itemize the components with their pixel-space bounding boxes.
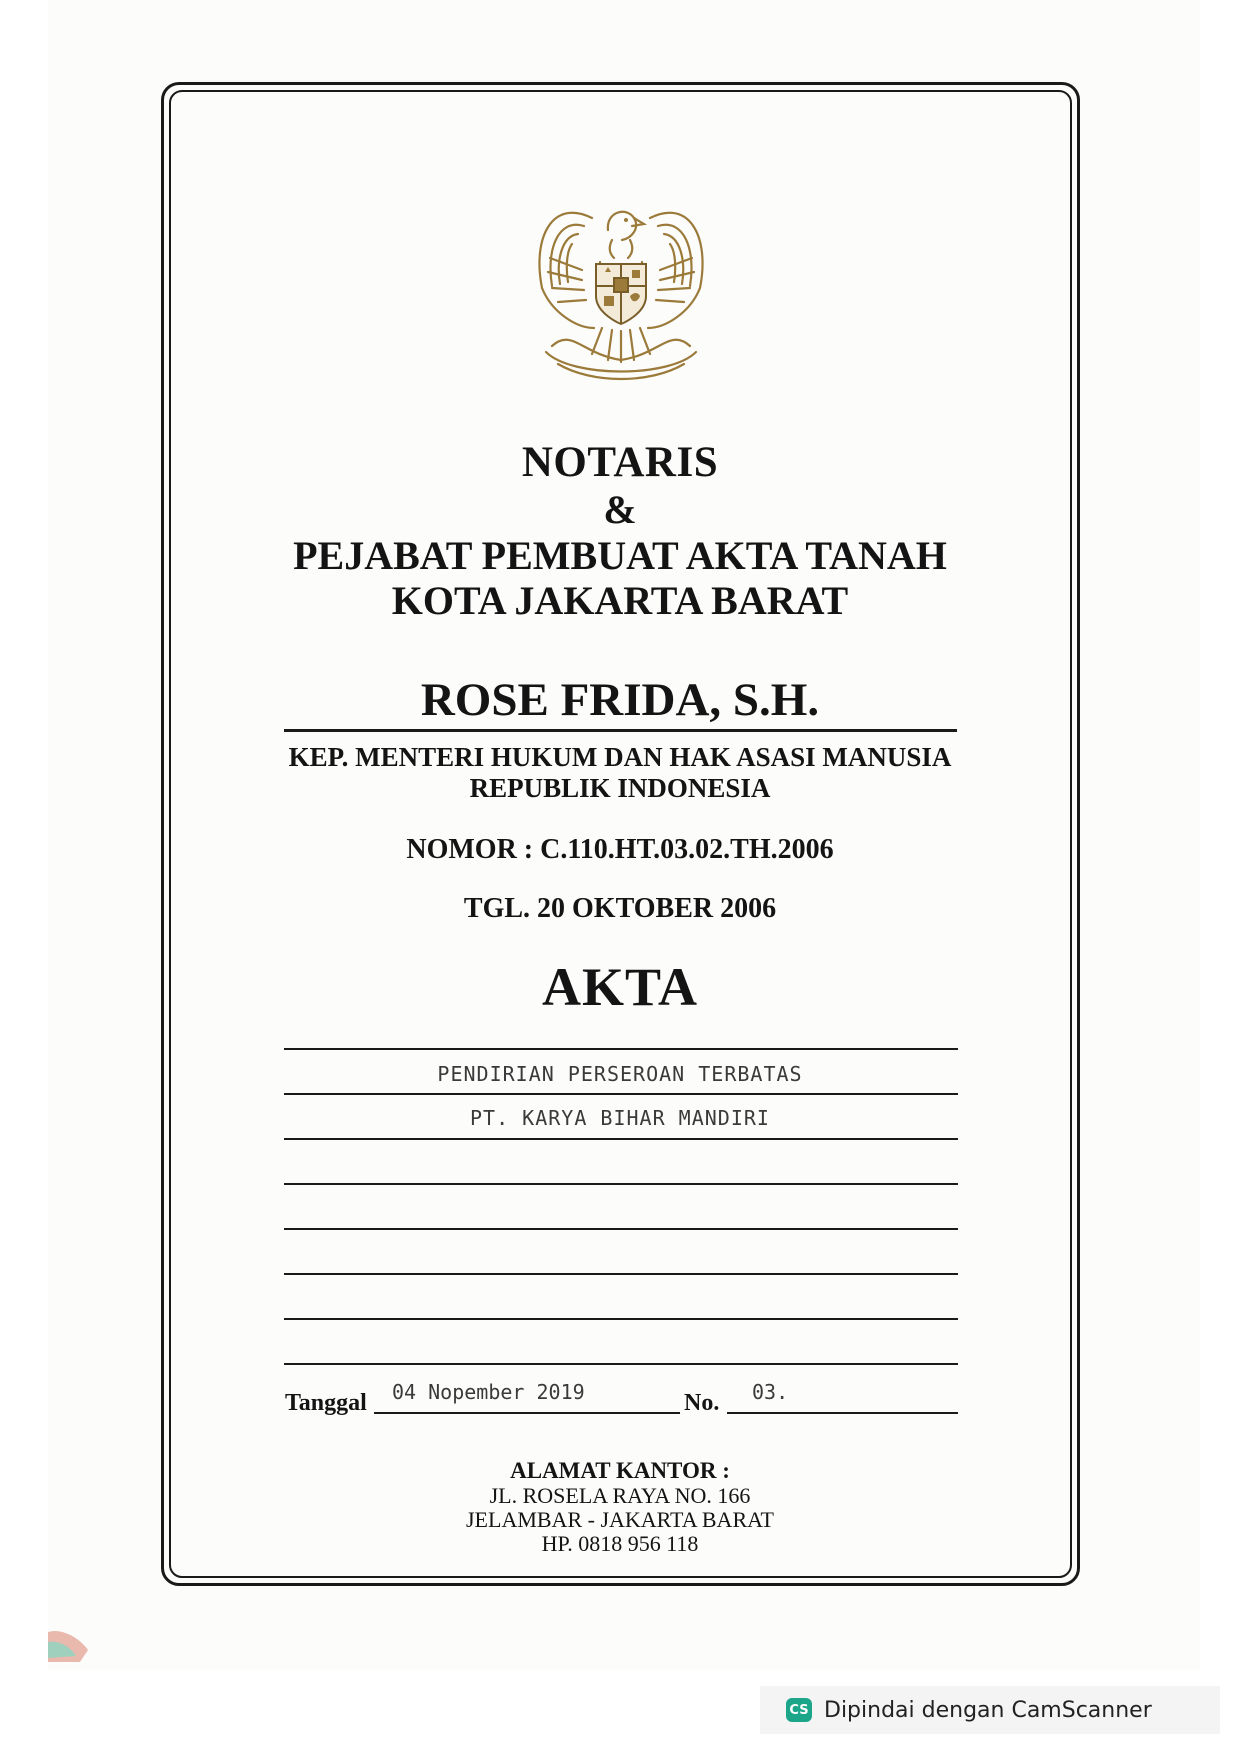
deed-ruled-line	[284, 1048, 958, 1050]
office-address-heading: ALAMAT KANTOR :	[510, 1458, 730, 1483]
notary-name: ROSE FRIDA, S.H.	[420, 674, 820, 726]
office-title-line1: PEJABAT PEMBUAT AKTA TANAH	[293, 533, 947, 578]
title-notaris: NOTARIS	[521, 439, 719, 486]
camscanner-text: Dipindai dengan CamScanner	[824, 1697, 1152, 1723]
deed-ruled-line	[284, 1093, 958, 1095]
camscanner-watermark	[760, 1686, 1220, 1734]
deed-number-label: No.	[684, 1390, 720, 1416]
deed-date-label: Tanggal	[285, 1390, 367, 1416]
torn-corner-mark	[48, 1628, 92, 1662]
deed-typed-line1: PENDIRIAN PERSEROAN TERBATAS	[437, 1062, 803, 1086]
deed-number-underline	[727, 1412, 958, 1414]
name-underline	[284, 729, 957, 732]
deed-ruled-line	[284, 1183, 958, 1185]
deed-ruled-line	[284, 1318, 958, 1320]
deed-ruled-line	[284, 1363, 958, 1365]
office-address-street: JL. ROSELA RAYA NO. 166	[489, 1483, 751, 1508]
title-ampersand: &	[603, 487, 637, 532]
deed-ruled-line	[284, 1273, 958, 1275]
decree-number: NOMOR : C.110.HT.03.02.TH.2006	[406, 834, 834, 865]
deed-ruled-line	[284, 1228, 958, 1230]
camscanner-logo-icon: CS	[786, 1698, 812, 1722]
deed-date-underline	[374, 1412, 680, 1414]
deed-number-value: 03.	[752, 1380, 789, 1404]
deed-ruled-line	[284, 1138, 958, 1140]
deed-heading: AKTA	[541, 957, 698, 1017]
office-address-district: JELAMBAR - JAKARTA BARAT	[466, 1507, 774, 1532]
decree-line2: REPUBLIK INDONESIA	[469, 773, 771, 803]
deed-date-value: 04 Nopember 2019	[392, 1380, 585, 1404]
decree-date: TGL. 20 OKTOBER 2006	[463, 893, 777, 924]
deed-typed-line2: PT. KARYA BIHAR MANDIRI	[470, 1106, 770, 1130]
decree-line1: KEP. MENTERI HUKUM DAN HAK ASASI MANUSIA	[288, 742, 952, 772]
office-phone: HP. 0818 956 118	[541, 1531, 699, 1556]
garuda-emblem-icon	[522, 178, 720, 396]
office-title-line2: KOTA JAKARTA BARAT	[391, 578, 849, 623]
